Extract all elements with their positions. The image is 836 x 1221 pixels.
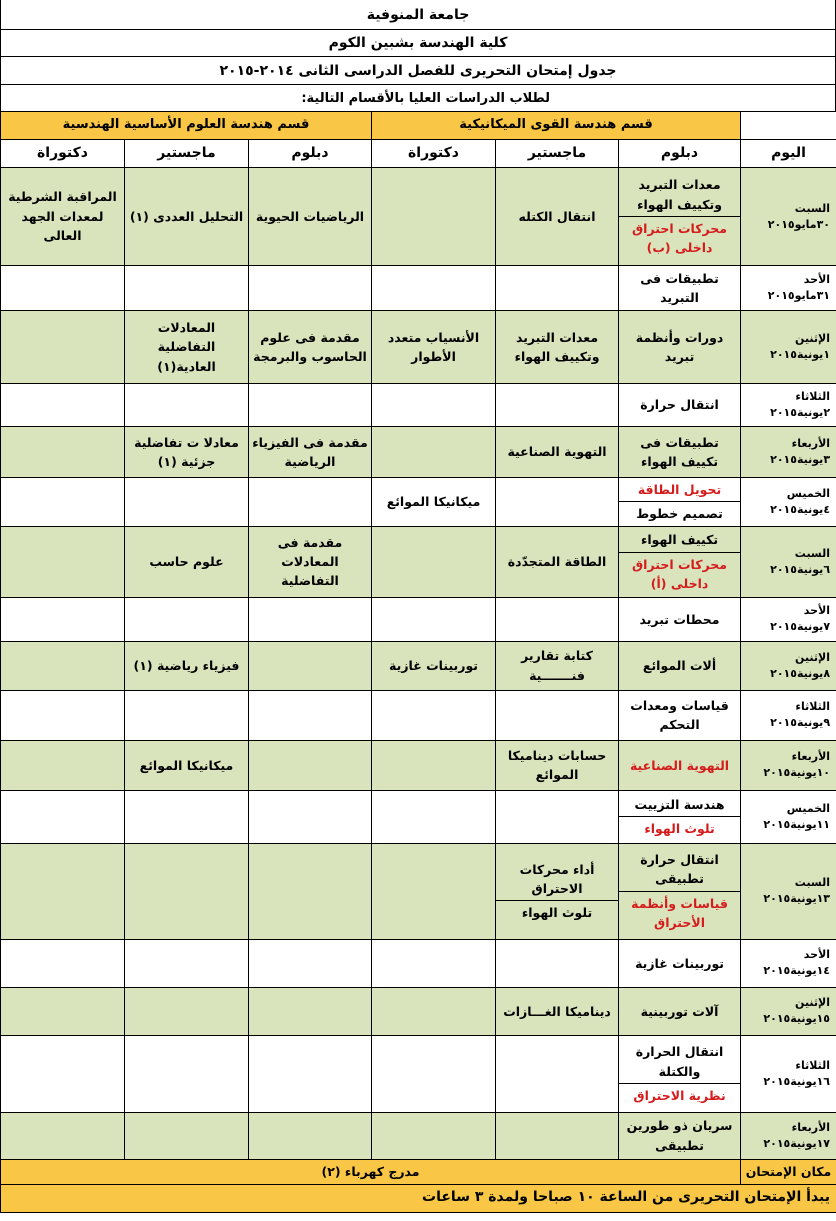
exam-cell	[1, 1112, 125, 1159]
exam-cell	[125, 987, 249, 1035]
exam-cell: الأنسياب متعدد الأطوار	[372, 311, 496, 384]
table-row	[1, 1112, 836, 1159]
exam-cell	[125, 843, 249, 939]
exam-cell: محطات تبريد	[619, 597, 741, 641]
exam-cell	[125, 939, 249, 987]
col-header-bs-diploma: دبلوم	[249, 140, 372, 168]
col-header-day: اليوم	[741, 140, 836, 168]
day-cell: الإثنين ١٥يونية٢٠١٥	[741, 987, 836, 1035]
table-row	[1, 478, 836, 527]
col-header-bs-masters: ماجستير	[125, 140, 249, 168]
exam-cell: انتقال الحرارة والكتلة نظرية الاحتراق	[619, 1035, 741, 1112]
exam-cell	[372, 526, 496, 597]
exam-cell	[372, 168, 496, 266]
exam-cell	[496, 384, 619, 427]
exam-schedule-table	[0, 111, 836, 1213]
exam-cell	[372, 427, 496, 478]
day-cell: الإثنين ١يونية٢٠١٥	[741, 311, 836, 384]
exam-cell: فيزياء رياضية (١)	[125, 641, 249, 690]
exam-cell: تكييف الهواء محركات احتراق داخلى (أ)	[619, 526, 741, 597]
exam-cell	[496, 266, 619, 311]
table-row	[1, 597, 836, 641]
exam-cell: الطاقة المتجدّدة	[496, 526, 619, 597]
exam-cell	[372, 266, 496, 311]
exam-cell	[125, 597, 249, 641]
exam-cell	[372, 597, 496, 641]
exam-cell	[249, 790, 372, 843]
exam-cell	[1, 597, 125, 641]
exam-cell	[125, 266, 249, 311]
exam-cell: قياسات ومعدات التحكم	[619, 690, 741, 740]
exam-cell	[372, 1112, 496, 1159]
exam-cell: هندسة التزييت تلوث الهواء	[619, 790, 741, 843]
table-row	[1, 740, 836, 790]
exam-cell: معدات التبريد وتكييف الهواء محركات احتراق داخلى (ب)	[619, 168, 741, 266]
exam-cell	[372, 843, 496, 939]
day-cell: الإثنين ٨يونية٢٠١٥	[741, 641, 836, 690]
table-row	[1, 526, 836, 597]
exam-cell: مقدمة فى علوم الحاسوب والبرمجة	[249, 311, 372, 384]
day-cell: السبت ٣٠مايو٢٠١٥	[741, 168, 836, 266]
exam-cell	[249, 740, 372, 790]
exam-cell: التهوية الصناعية	[496, 427, 619, 478]
day-cell: الثلاثاء ٩يونية٢٠١٥	[741, 690, 836, 740]
exam-cell	[372, 1035, 496, 1112]
exam-cell	[249, 987, 372, 1035]
exam-cell	[496, 790, 619, 843]
exam-time-note: يبدأ الإمتحان التحريرى من الساعة ١٠ صباحا ولمدة ٣ ساعات	[1, 1184, 836, 1212]
exam-cell: مقدمة فى الفيزياء الرياضية	[249, 427, 372, 478]
exam-cell: التحليل العددى (١)	[125, 168, 249, 266]
exam-cell	[372, 790, 496, 843]
exam-cell: انتقال الكتله	[496, 168, 619, 266]
table-row	[1, 843, 836, 939]
table-row	[1, 311, 836, 384]
col-header-mp-doctorate: دكتوراة	[372, 140, 496, 168]
day-cell: الأربعاء ١٧يونية٢٠١٥	[741, 1112, 836, 1159]
table-row	[1, 1035, 836, 1112]
exam-cell	[125, 690, 249, 740]
exam-cell: كتابة تقارير فنـــــــية	[496, 641, 619, 690]
exam-cell: توربينات غازية	[619, 939, 741, 987]
exam-cell: انتقال حرارة تطبيقى قياسات وأنظمة الأحتراق	[619, 843, 741, 939]
university-name: جامعة المنوفية	[1, 0, 835, 30]
exam-cell: ميكانيكا الموائع	[125, 740, 249, 790]
exam-cell	[249, 690, 372, 740]
exam-cell	[372, 690, 496, 740]
exam-cell: معدات التبريد وتكييف الهواء	[496, 311, 619, 384]
location-value: مدرج كهرباء (٢)	[1, 1159, 741, 1184]
exam-cell: توربينات غازية	[372, 641, 496, 690]
col-header-bs-doctorate: دكتوراة	[1, 140, 125, 168]
exam-cell: تطبيقات فى تكييف الهواء	[619, 427, 741, 478]
day-cell: الخميس ١١يونية٢٠١٥	[741, 790, 836, 843]
exam-cell	[1, 740, 125, 790]
exam-cell: انتقال حرارة	[619, 384, 741, 427]
exam-cell	[372, 987, 496, 1035]
exam-cell: أداء محركات الاحتراق تلوث الهواء	[496, 843, 619, 939]
exam-cell: التهوية الصناعية	[619, 740, 741, 790]
exam-cell: المعادلات التفاضلية العادية(١)	[125, 311, 249, 384]
exam-cell	[1, 939, 125, 987]
day-cell: الخميس ٤يونية٢٠١٥	[741, 478, 836, 527]
exam-cell	[249, 478, 372, 527]
exam-cell: مقدمة فى المعادلات التفاضلية	[249, 526, 372, 597]
exam-cell	[125, 478, 249, 527]
day-cell: الأحد ٣١مايو٢٠١٥	[741, 266, 836, 311]
exam-cell	[249, 1035, 372, 1112]
exam-cell	[496, 690, 619, 740]
exam-cell: المراقبة الشرطية لمعدات الجهد العالى	[1, 168, 125, 266]
exam-cell	[249, 597, 372, 641]
exam-cell	[496, 1035, 619, 1112]
exam-cell	[496, 478, 619, 527]
exam-cell: ميكانيكا الموائع	[372, 478, 496, 527]
exam-cell	[249, 1112, 372, 1159]
day-cell: السبت ٦يونية٢٠١٥	[741, 526, 836, 597]
exam-cell	[1, 526, 125, 597]
dept-spacer	[741, 112, 836, 140]
table-row	[1, 266, 836, 311]
exam-cell	[1, 1035, 125, 1112]
exam-cell	[1, 311, 125, 384]
exam-cell: سريان ذو طورين تطبيقى	[619, 1112, 741, 1159]
exam-cell	[1, 384, 125, 427]
exam-cell: ألات الموائع	[619, 641, 741, 690]
col-header-mp-masters: ماجستير	[496, 140, 619, 168]
exam-cell: تطبيقات فى التبريد	[619, 266, 741, 311]
day-cell: الأحد ١٤يونية٢٠١٥	[741, 939, 836, 987]
col-header-mp-diploma: دبلوم	[619, 140, 741, 168]
dept-mech-power: قسم هندسة القوى الميكانيكية	[372, 112, 741, 140]
faculty-name: كلية الهندسة بشبين الكوم	[1, 30, 835, 57]
page-header	[0, 0, 836, 111]
day-cell: الثلاثاء ١٦يونية٢٠١٥	[741, 1035, 836, 1112]
day-cell: السبت ١٣يونية٢٠١٥	[741, 843, 836, 939]
exam-cell	[372, 384, 496, 427]
exam-cell	[1, 427, 125, 478]
exam-cell	[496, 1112, 619, 1159]
exam-cell	[1, 690, 125, 740]
exam-cell	[1, 987, 125, 1035]
exam-cell: ديناميكا الغـــازات	[496, 987, 619, 1035]
location-label: مكان الإمتحان	[741, 1159, 836, 1184]
day-cell: الأربعاء ٣يونية٢٠١٥	[741, 427, 836, 478]
exam-cell	[1, 843, 125, 939]
exam-cell	[372, 939, 496, 987]
exam-cell: آلات توربينية	[619, 987, 741, 1035]
exam-cell	[249, 266, 372, 311]
table-row	[1, 939, 836, 987]
schedule-title: جدول إمتحان التحريرى للفصل الدراسى الثانى ٢٠١٤-٢٠١٥	[1, 57, 835, 85]
table-row	[1, 384, 836, 427]
exam-cell: تحويل الطاقة تصميم خطوط	[619, 478, 741, 527]
table-row	[1, 168, 836, 266]
dept-basic-sciences: قسم هندسة العلوم الأساسية الهندسية	[1, 112, 372, 140]
exam-cell	[1, 790, 125, 843]
exam-cell: دورات وأنظمة تبريد	[619, 311, 741, 384]
exam-cell: معادلا ت تفاضلية جزئية (١)	[125, 427, 249, 478]
table-row	[1, 690, 836, 740]
table-row	[1, 790, 836, 843]
exam-cell	[372, 740, 496, 790]
exam-cell: الرياضيات الحيوية	[249, 168, 372, 266]
day-cell: الأربعاء ١٠يونية٢٠١٥	[741, 740, 836, 790]
exam-cell	[249, 641, 372, 690]
exam-cell	[496, 939, 619, 987]
table-row	[1, 427, 836, 478]
exam-cell	[125, 1112, 249, 1159]
exam-cell	[1, 266, 125, 311]
exam-cell	[249, 939, 372, 987]
exam-cell	[125, 384, 249, 427]
table-row	[1, 987, 836, 1035]
exam-cell	[1, 641, 125, 690]
exam-cell: علوم حاسب	[125, 526, 249, 597]
day-cell: الأحد ٧يونية٢٠١٥	[741, 597, 836, 641]
table-row	[1, 641, 836, 690]
exam-cell	[125, 790, 249, 843]
exam-cell	[249, 843, 372, 939]
exam-cell	[1, 478, 125, 527]
day-cell: الثلاثاء ٢يونية٢٠١٥	[741, 384, 836, 427]
exam-cell	[496, 597, 619, 641]
audience-line: لطلاب الدراسات العليا بالأقسام التالية:	[301, 90, 550, 106]
exam-cell: حسابات ديناميكا الموائع	[496, 740, 619, 790]
exam-cell	[125, 1035, 249, 1112]
exam-cell	[249, 384, 372, 427]
